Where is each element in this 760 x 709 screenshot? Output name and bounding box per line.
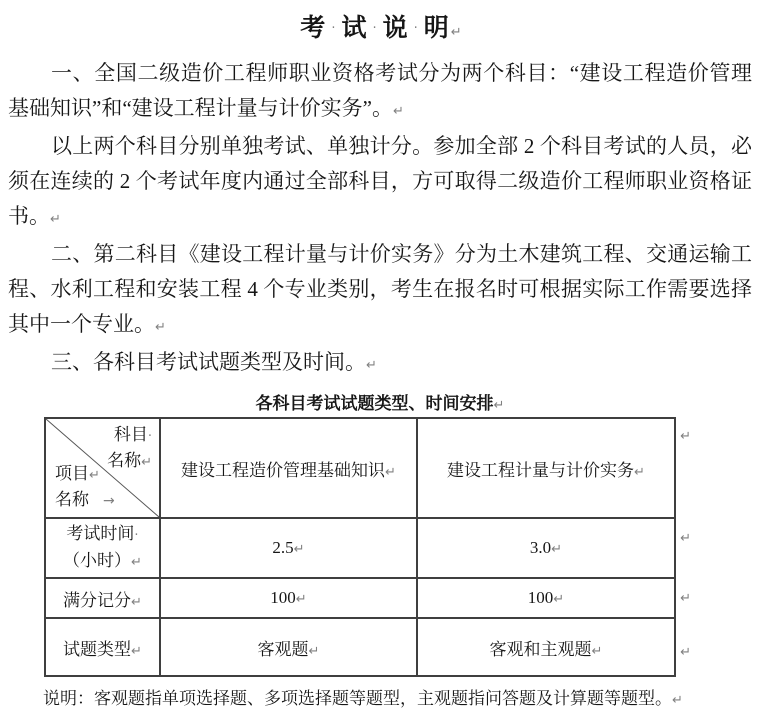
row-label-text: 满分记分 (63, 590, 132, 610)
pilcrow-icon: ↵ (680, 591, 691, 606)
pilcrow-icon: ↵ (553, 592, 565, 607)
exam-table (44, 417, 676, 677)
space-dot-icon: · (331, 21, 336, 36)
pilcrow-icon: ↵ (450, 25, 462, 40)
corner-text: 项目 (55, 464, 89, 483)
space-dot-icon: · (413, 21, 418, 36)
cell-value-text: 100 (270, 588, 296, 607)
table-header-row (45, 418, 675, 518)
column-header-text: 建设工程造价管理基础知识 (181, 460, 386, 480)
paragraph-text: 二、第二科目《建设工程计量与计价实务》分为土木建筑工程、交通运输工程、水利工程和安装工程 4 个专业类别，考生在报名时可根据实际工作需要选择其中一个专业。 (8, 242, 752, 336)
paragraph-4 (8, 345, 752, 383)
corner-item-label (55, 462, 115, 513)
pilcrow-icon: ↵ (634, 464, 645, 480)
space-dot-icon: · (147, 429, 152, 444)
pilcrow-icon: ↵ (293, 542, 305, 557)
row-label (45, 618, 160, 676)
pilcrow-icon: ↵ (131, 643, 142, 659)
table-caption-text: 各科目考试试题类型、时间安排 (255, 394, 494, 413)
paragraph-2 (8, 129, 752, 237)
cell-value (417, 618, 675, 676)
corner-header-cell (45, 418, 160, 518)
cell-value (417, 518, 675, 578)
row-label-text: （小时） (63, 551, 132, 570)
pilcrow-icon: ↵ (680, 429, 691, 444)
corner-text: 名称 (55, 490, 89, 509)
paragraph-1 (8, 56, 752, 129)
column-header-text: 建设工程计量与计价实务 (447, 460, 635, 480)
row-label-text: 试题类型 (63, 639, 132, 659)
pilcrow-icon: ↵ (493, 398, 505, 413)
table-row-question-type (45, 618, 675, 676)
corner-text: 名称 (107, 451, 142, 470)
cell-value-text: 客观题 (257, 639, 309, 659)
pilcrow-icon: ↵ (680, 645, 691, 660)
corner-text: 科目 (113, 425, 148, 444)
exam-table-wrap (44, 417, 691, 677)
table-caption (8, 389, 752, 414)
table-row-full-score (45, 578, 675, 618)
paragraph-text: 一、全国二级造价工程师职业资格考试分为两个科目：“建设工程造价管理基础知识”和“建设工程计量与计价实务”。 (8, 61, 752, 120)
row-label-text: 考试时间 (66, 524, 135, 543)
pilcrow-icon: ↵ (680, 531, 691, 546)
pilcrow-icon: ↵ (131, 594, 142, 610)
pilcrow-icon: ↵ (308, 643, 320, 659)
pilcrow-icon: ↵ (366, 358, 377, 373)
cell-value (417, 578, 675, 618)
document-page (8, 8, 752, 709)
cell-value-text: 2.5 (272, 538, 294, 557)
pilcrow-icon: ↵ (385, 464, 396, 480)
paragraph-text: 以上两个科目分别单独考试、单独计分。参加全部 2 个科目考试的人员，必须在连续的 2 个考试年度内通过全部科目，方可取得二级造价工程师职业资格证书。 (8, 134, 752, 228)
space-dot-icon: · (372, 21, 377, 36)
title-char: 试 (341, 14, 367, 42)
pilcrow-icon: ↵ (672, 693, 683, 708)
pilcrow-icon: ↵ (591, 643, 603, 659)
pilcrow-icon: ↵ (551, 542, 563, 557)
cell-value-text: 100 (527, 588, 554, 607)
cell-value (160, 518, 417, 578)
space-dot-icon: · (134, 528, 139, 543)
title-char: 说 (382, 14, 408, 42)
cell-value (160, 578, 417, 618)
tab-arrow-icon: → (103, 493, 115, 509)
title-char: 考 (300, 14, 326, 42)
cell-value (160, 618, 417, 676)
title-char: 明 (423, 14, 449, 42)
cell-value-text: 3.0 (529, 538, 552, 557)
pilcrow-icon: ↵ (89, 468, 100, 483)
column-header-subject-2 (417, 418, 675, 518)
note-text (43, 684, 752, 709)
cell-value-text: 客观和主观题 (489, 639, 592, 659)
pilcrow-icon: ↵ (141, 455, 152, 470)
column-header-subject-1 (160, 418, 417, 518)
pilcrow-icon: ↵ (392, 104, 404, 119)
pilcrow-icon: ↵ (131, 555, 142, 570)
note-text-content: 说明：客观题指单项选择题、多项选择题等题型，主观题指问答题及计算题等题型。 (43, 689, 672, 708)
row-label (45, 578, 160, 618)
paragraph-3 (8, 237, 752, 345)
pilcrow-icon: ↵ (155, 320, 166, 335)
pilcrow-icon: ↵ (50, 212, 61, 227)
row-label (45, 518, 160, 578)
page-title (8, 8, 752, 44)
pilcrow-icon: ↵ (295, 592, 307, 607)
table-row-exam-time (45, 518, 675, 578)
paragraph-text: 三、各科目考试试题类型及时间。 (51, 350, 366, 374)
